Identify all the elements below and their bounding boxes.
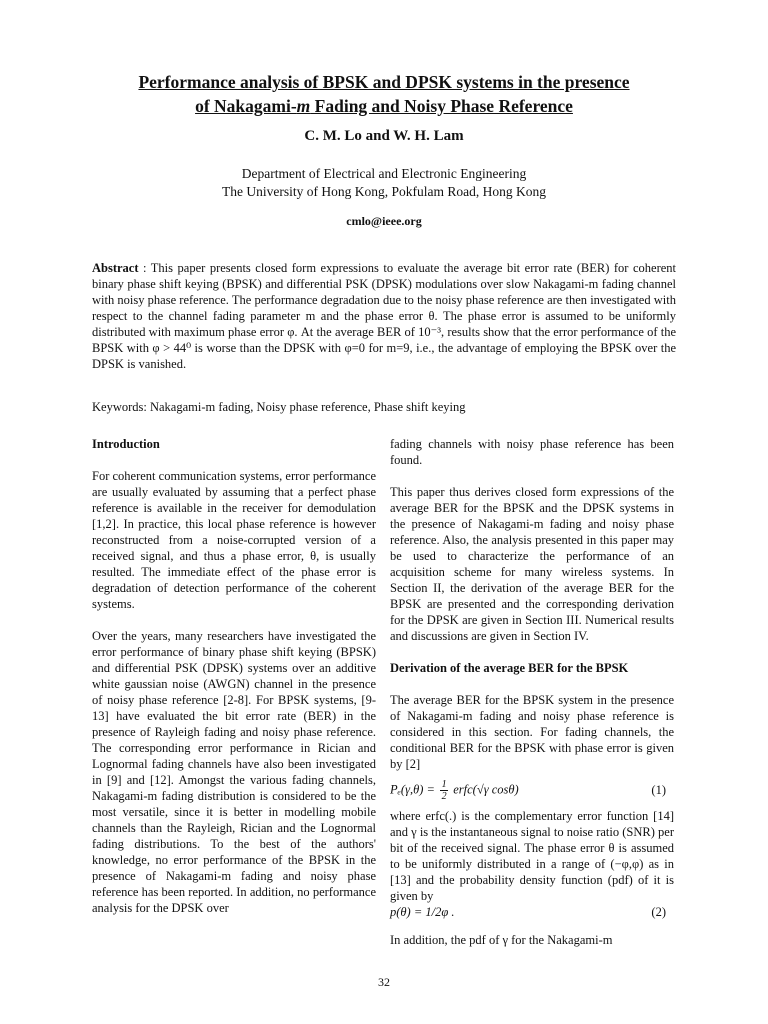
equation-1-numerator: 1 [441,778,447,790]
right-paragraph-2: This paper thus derives closed form expressions of the average BER for the BPSK and the DPSK systems in the presence of Nakagami-m fading and noisy phase reference. Also, the analysis presented in this paper may be used to characterize the performance of an acquisition scheme for many wireless systems. In Section II, the derivation of the average BER for the BPSK are presented and the corresponding derivation for the DPSK are given in Section III. Numerical results and discussions are given in Section IV. [390,485,674,643]
title-line-1: Performance analysis of BPSK and DPSK systems in the presence [138,72,630,92]
equation-1-lhs: Pₑ(γ,θ) = [390,781,435,796]
right-paragraph-5: In addition, the pdf of γ for the Nakagami-m [390,933,613,947]
affiliation [80,165,688,201]
author-email: cmlo@ieee.org [346,214,422,228]
title-line-2-m: m [296,96,311,116]
equation-1-denominator: 2 [441,790,447,802]
affiliation-line-2: The University of Hong Kong, Pokfulam Road, Hong Kong [222,184,546,199]
introduction-heading: Introduction [92,437,160,451]
page-number: 32 [378,975,390,989]
equation-1 [390,776,674,804]
equation-2 [390,904,674,920]
right-paragraph-4: where erfc(.) is the complementary error function [14] and γ is the instantaneous signal to noise ratio (SNR) per bit of the received signal. The phase error θ is assumed to be uniformly distributed in a range of (−φ,φ) as in [13] and the probability density function (pdf) of it is given by [390,809,674,903]
affiliation-line-1: Department of Electrical and Electronic Engineering [241,166,527,181]
right-column [390,436,674,964]
keywords: Keywords: Nakagami-m fading, Noisy phase reference, Phase shift keying [92,400,466,414]
title-line-2-post: Fading and Noisy Phase Reference [310,96,573,116]
intro-paragraph-2: Over the years, many researchers have investigated the error performance of binary phase shift keying (BPSK) and differential PSK (DPSK) systems over an additive white gaussian noise (AWGN) channel in the presence of noisy phase reference [2-8]. For BPSK systems, [9-13] have evaluated the bit error rate (BER) in the presence of Rayleigh fading and noisy phase reference. The corresponding error performance in Rician and Lognormal fading channels have also been investigated in [9] and [12]. Amongst the various fading channels, Nakagami-m fading distribution is considered to be the most versatile, since it is better in modelling mobile channels than the Rayleigh, Rician and the Lognormal fading distributions. To the best of the authors' knowledge, no error performance of the BPSK in the presence of Nakagami-m fading and noisy phase reference has been reported. In addition, no performance analysis for the DPSK over [92,629,376,915]
intro-paragraph-1: For coherent communication systems, error performance are usually evaluated by assuming that a perfect phase reference is available in the receiver for demodulation [1,2]. In practice, this local phase reference is however reconstructed from a noise-corrupted version of a received signal, and thus a phase error, θ, is usually resulted. The immediate effect of the phase error is degradation of detection performance of the coherent systems. [92,469,376,611]
bpsk-derivation-heading: Derivation of the average BER for the BPSK [390,661,629,675]
title-line-2 [80,94,688,118]
right-paragraph-1: fading channels with noisy phase reference has been found. [390,437,674,467]
equation-1-body [390,779,519,802]
abstract [92,260,676,372]
equation-1-number: (1) [651,783,666,797]
title-line-2-pre: of Nakagami- [195,96,297,116]
equation-2-number: (2) [651,905,666,919]
paper-title [80,70,688,118]
equation-1-fraction [440,779,448,802]
abstract-label: Abstract [92,261,139,275]
left-column [92,436,376,932]
abstract-text: : This paper presents closed form expressions to evaluate the average bit error rate (BER) for coherent binary phase shift keying (BPSK) and differential PSK (DPSK) modulations over slow Nakagami-m fading channel with noisy phase reference. The performance degradation due to the noisy phase reference are then investigated with respect to the channel fading parameter m and the phase error θ. The phase error is assumed to be uniformly distributed with maximum phase error φ. At the average BER of 10⁻³, results show that the error performance of the BPSK with φ > 44⁰ is worse than the DPSK with φ=0 for m=9, i.e., the advantage of employing the BPSK over the DPSK is vanished. [92,261,676,371]
authors: C. M. Lo and W. H. Lam [304,128,464,144]
right-paragraph-3: The average BER for the BPSK system in the presence of Nakagami-m fading and noisy phase reference is considered in this section. For fading channels, the conditional BER for the BPSK with phase error is given by [2] [390,693,674,771]
equation-2-body: p(θ) = 1/2φ . [390,905,455,919]
equation-1-rhs: erfc(√γ cosθ) [453,781,519,796]
